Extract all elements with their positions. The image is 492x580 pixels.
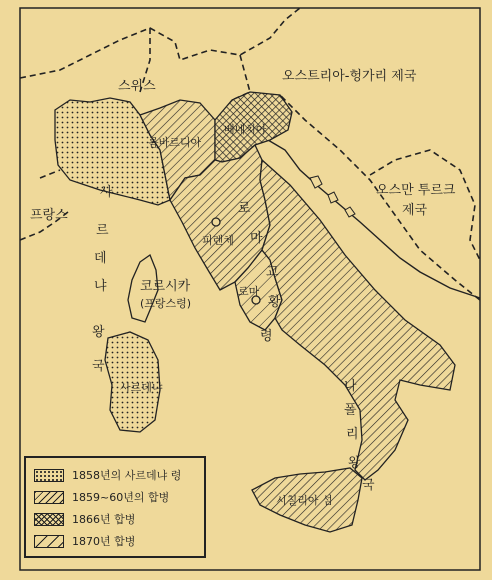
label-corsica-2: (프랑스령) [140, 297, 192, 310]
label-papal-1: 로 [238, 201, 251, 216]
label-sardinia-kingdom-5: 왕 [92, 325, 105, 340]
label-rome-city: 로마 [238, 285, 260, 298]
legend-item [34, 508, 196, 530]
label-sardinia-kingdom-2: 르 [96, 223, 109, 238]
label-naples-1: 나 [344, 379, 357, 394]
label-sardinia-kingdom-1: 사 [100, 185, 113, 200]
label-papal-3: 교 [266, 265, 279, 280]
legend-swatch-sparse-hatch [34, 535, 64, 548]
label-sardinia-kingdom-6: 국 [92, 359, 105, 374]
legend-item [34, 464, 196, 486]
legend-item [34, 486, 196, 508]
dalmatian-islands [310, 176, 355, 217]
legend-swatch-crosshatch [34, 513, 64, 526]
label-papal-2: 마 [250, 231, 263, 246]
label-papal-5: 령 [260, 329, 273, 344]
legend-swatch-dots [34, 469, 64, 482]
label-sardinia-island: 사르데냐 [120, 381, 163, 394]
florence-marker [212, 218, 220, 226]
label-france: 프랑스 [30, 208, 68, 223]
label-naples-3: 리 [346, 427, 359, 442]
label-naples-4: 왕 [348, 456, 361, 471]
label-sardinia-kingdom-4: 냐 [94, 279, 107, 294]
legend-label: 1866년 합병 [72, 513, 136, 526]
legend-label: 1859~60년의 합병 [72, 491, 170, 504]
map-legend [24, 456, 206, 558]
label-sardinia-kingdom-3: 데 [94, 251, 107, 266]
label-naples-2: 폴 [344, 403, 357, 418]
label-sicily: 시칠리아 섬 [276, 494, 333, 507]
label-ottoman-2: 제국 [402, 203, 428, 218]
legend-swatch-hatch [34, 491, 64, 504]
legend-label: 1870년 합병 [72, 535, 136, 548]
label-ottoman-1: 오스만 투르크 [376, 183, 456, 198]
label-florence: 피렌체 [202, 234, 234, 247]
label-papal-4: 황 [268, 295, 281, 310]
label-switzerland: 스위스 [118, 79, 156, 94]
label-venetia: 베네치아 [224, 123, 267, 136]
label-austria-hungary: 오스트리아-헝가리 제국 [282, 69, 417, 84]
legend-item [34, 530, 196, 552]
label-corsica-1: 코르시카 [140, 279, 191, 294]
label-naples-5: 국 [362, 478, 375, 493]
legend-label: 1858년의 사르데냐 령 [72, 469, 182, 482]
label-lombardy: 롬바르디아 [148, 136, 202, 149]
